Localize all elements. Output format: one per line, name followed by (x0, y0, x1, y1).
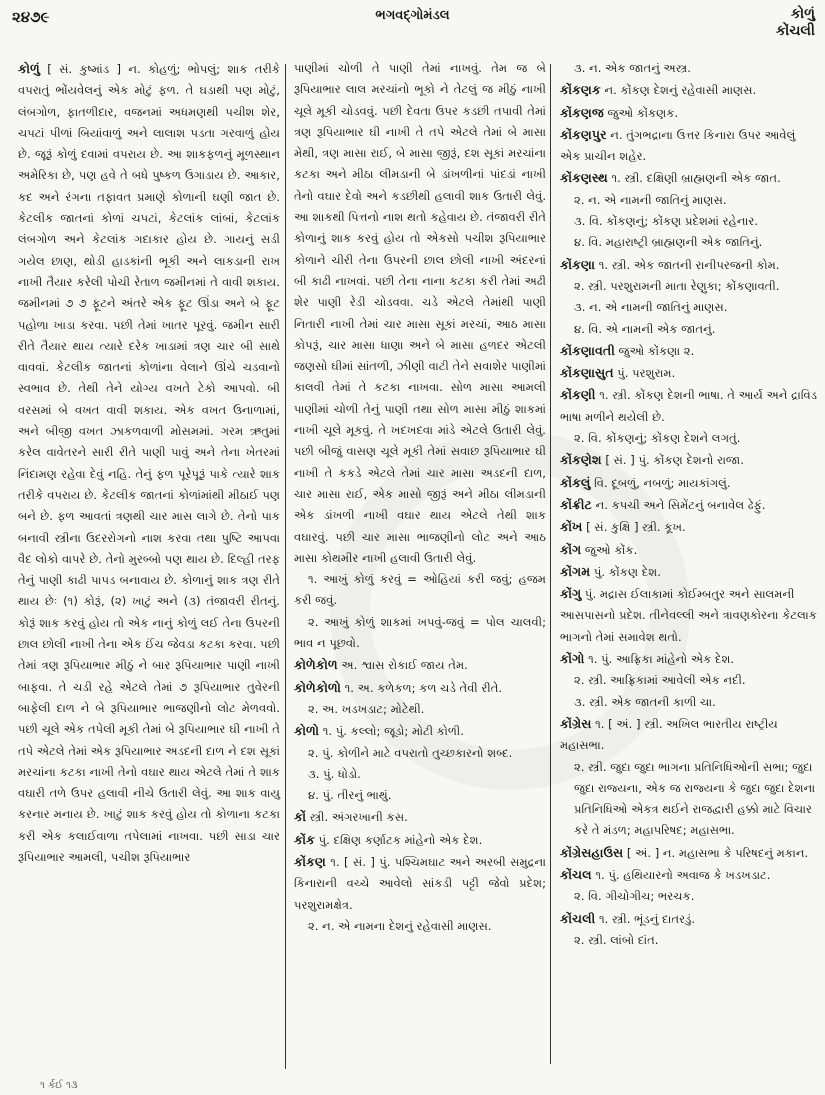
guide-word-first: કોળું (790, 6, 815, 22)
dictionary-entry (294, 829, 546, 851)
sense: ૨. સ્ત્રી. લાંબો દાંત. (574, 932, 659, 947)
dictionary-entry (560, 516, 818, 538)
page-number: ૨૪૭૯ (12, 8, 50, 26)
sense: ૨. વિ. કોંકણનું; કોંકણ દેશને લગતું. (574, 431, 741, 446)
sense: ૩. સ્ત્રી. એક જાતની કાળી ચા. (574, 694, 716, 709)
definition: [ સં. ] પું. કોંકણ દેશનો રાજા. (605, 453, 744, 468)
definition: અ. શ્વાસ રોકાઈ જાય તેમ. (341, 658, 468, 673)
definition: ન. કોંકણ દેશનું રહેવાસી માણસ. (604, 83, 757, 98)
headword: કોંકણાસુત (560, 365, 614, 381)
headword: કોંકણજ (560, 104, 604, 120)
dictionary-entry (560, 908, 818, 952)
dictionary-entry (560, 583, 818, 648)
idiom: ૧. આખું કોળું કરવું = ઓહિયાં કરી જવું; હજમ કરી જવું. (294, 572, 546, 608)
definition: ૧. પું. કલ્લો; જૂડો; મોટી કોળી. (322, 724, 464, 739)
guide-word-last: કોંચલી (775, 23, 815, 39)
definition: ૧. અ. કળેકળ; કળ ચડે તેવી રીતે. (344, 680, 503, 695)
definition: [ સં. કુક્ષિ ] સ્ત્રી. કૂખ. (586, 520, 686, 535)
definition: વિ. દૂબળું, નબળું; માયકાંગલું. (594, 475, 731, 490)
headword: કોંકણાવતી (560, 342, 615, 358)
headword: કોંગ્રેસ (560, 715, 592, 731)
sense: ૨. ન. એ નામના દેશનું રહેવાસી માણસ. (308, 918, 492, 933)
definition: પું. મદ્રાસ ઈલાકામાં કોઈમ્બતુર અને સાલમની આસપાસનો પ્રદેશ. તીનેવલ્લી અને ત્રાવણકોરના કેટલાક ભાગનો તેમાં સમાવેશ થતો. (560, 587, 817, 644)
sense: ૨. ન. એ નામની જાતિનું માણસ. (574, 192, 727, 207)
headword: કોંકલું (560, 474, 591, 490)
sense: ૩. ન. એ નામની જાતિનું માણસ. (574, 300, 728, 315)
dictionary-entry (560, 561, 818, 583)
headword: કોંગુ (560, 586, 582, 602)
definition: જુઓ કોંકણક. (607, 105, 679, 120)
headword: કોંકણી (560, 387, 596, 403)
definition: [ અં. ] ન. મહાસભા કે પરિષદનું મકાન. (626, 845, 809, 860)
headword: કોંક (294, 831, 315, 847)
headword: કોંકણા (560, 256, 595, 272)
sense: ૩. વિ. કોંકણનું; કોંકણ પ્રદેશમાં રહેનાર. (574, 214, 759, 229)
dictionary-entry (294, 677, 546, 721)
sense: ૨. સ્ત્રી. આફ્રિકામાં આવેલી એક નદી. (574, 673, 746, 688)
dictionary-entry (294, 654, 546, 676)
definition: જુઓ કોંકણા ૨. (618, 343, 695, 358)
headword: કોંગમ (560, 563, 591, 579)
dictionary-entry (560, 449, 818, 471)
sense: ૩. ન. એક જાતનું અસ્ત્ર. (574, 61, 691, 75)
dictionary-entry (560, 362, 818, 384)
definition: પું. કોંકણ દેશ. (593, 564, 661, 579)
page-footer: ૧ ર્કઈ ૧૩ (40, 1080, 78, 1091)
dictionary-entry (560, 124, 818, 168)
headword: કોંકણપુર (560, 126, 607, 142)
headword: કોંકણ (294, 853, 326, 869)
headword: કોંખ (560, 519, 583, 535)
dictionary-entry (294, 806, 546, 828)
headword: કોળો (294, 723, 320, 739)
definition: ૧. સ્ત્રી. એક જાતની રાનીપરજની કોમ. (598, 257, 780, 272)
definition: ૧. સ્ત્રી. ભૂંડનું દાતરડું. (598, 911, 696, 926)
headword: કોંગો (560, 651, 585, 667)
dictionary-columns (0, 58, 825, 1078)
definition: ૧. પું. હથિયારનો અવાજ કે ખડખડાટ. (595, 867, 771, 882)
sense: ૨. અ. ખડખડાટ; મોટેથી. (308, 701, 425, 716)
guide-words (776, 6, 815, 40)
headword: કોંક્રીટ (560, 496, 592, 512)
dictionary-entry (560, 472, 818, 494)
headword: કોંકણેશ (560, 452, 602, 468)
headword: કોળેકોળો (294, 679, 341, 695)
dictionary-entry (560, 340, 818, 362)
headword: કોળું (18, 61, 40, 76)
definition: ન. કપચી અને સિમેંટનું બનાવેલ ઢેફું. (595, 497, 766, 512)
sense: ૪. પું. તીરનું ભાથું. (308, 788, 392, 803)
definition: ૧. [ સં. ] પું. પશ્ચિમઘાટ અને અરબી સમુદ્રના કિનારાની વચ્ચે આવેલો સાંકડી પટ્ટી જેવો પ્રદેશ; પરશુરામક્ષેત્ર. (294, 854, 547, 912)
dictionary-entry (560, 648, 818, 713)
headword: કોળેકોળ (294, 657, 338, 673)
dictionary-entry (294, 720, 546, 806)
sense: ૨. પું. કોળીને માટે વપરાતો તુચ્છકારનો શબ્દ. (308, 745, 513, 760)
headword: કોંગ (560, 541, 582, 557)
headword: કોંચલ (560, 866, 592, 882)
column-divider (550, 64, 551, 1064)
definition: ૧. પું. આફ્રિકા માંહેનો એક દેશ. (588, 652, 735, 667)
definition: સ્ત્રી. અંગરખાની કસ. (309, 810, 408, 825)
definition: ન. તુંગભદ્રાના ઉત્તર કિનારા ઉપર આવેલું એક પ્રાચીન શહેર. (560, 127, 796, 164)
dictionary-entry (560, 79, 818, 101)
dictionary-entry (560, 167, 818, 253)
dictionary-entry (560, 384, 818, 449)
definition: ૧. સ્ત્રી. કોંકણ દેશની ભાષા. તે આર્ય અને દ્રાવિડ ભાષા મળીને થયેલી છે. (560, 388, 818, 424)
dictionary-entry (294, 851, 546, 937)
dictionary-entry (18, 58, 280, 868)
sense: ૨. વિ. ગીચોગીચ; ભરચક. (574, 889, 695, 904)
dictionary-entry (560, 102, 818, 124)
column-1 (18, 58, 280, 868)
definition: પું. પરશુરામ. (617, 366, 676, 381)
sense: ૪. વિ. મહારાષ્ટ્રી બ્રાહ્મણની એક જાતિનું. (574, 235, 763, 250)
dictionary-entry (560, 254, 818, 340)
sense: ૩. પું. ધોડો. (308, 766, 361, 781)
sense: ૪. વિ. એ નામની એક જાતનું. (574, 321, 716, 336)
definition: ૧. [ અં. ] સ્ત્રી. અખિલ ભારતીય રાષ્ટ્રીય મહાસભા. (560, 716, 778, 753)
definition: [ સં. કુષ્માંડ ] ન. કોહળું; ભોપલું; શાક તરીકે વપરાતું ભોંયવેલનું એક મોટું ફળ. તે ઘડાથી પણ મોટું, લંબગોળ, ફાતળીદાર, વજનમાં અધમણથી પચીશ શેર, ચપટાં પીળાં બિયાંવાળું અને લાલાશ પડતા ગરવાળું હોય છે. જૂરૂં કોળું દવામાં વપરાય છે. આ શાકફળનું મૂળસ્થાન અમેરિકા છે, પણ હવે તે બધે પુષ્કળ ઉગાડાય છે. આકાર, કદ અને રંગના તફાવત પ્રમાણે કોળાની ઘણી જાત છે. કેટલીક જાતનાં કોળાં ચપટાં, કેટલાંક લાંબાં, કેટલાંક લંબગોળ અને કેટલાંક ગદાકાર હોય છે. ગાયનું સડી ગયેલ છાણ, થોડી હાડકાંની ભૂકી અને લાકડાની રાખ નાખી તૈયાર કરેલી પોચી રેતાળ જમીનમાં તે વાવી શકાય. જમીનમાં ૭ ૭ ફૂટને અંતરે એક ફૂટ ઊંડા અને બે ફૂટ પહોળા ખાડા કરવા. પછી તેમાં ખાતર પૂરવું. જમીન સારી રીતે તૈયાર થાય ત્યારે દરેક ખાડામાં ત્રણ ચાર બી સાથે વાવવાં. કેટલીક જાતનાં કોળાંના વેલાને ઊંચે ચડવાનો સ્વભાવ છે. તેથી તેને યોગ્ય વખતે ટેકો આપવો. બી વરસમાં બે વખત વાવી શકાય. એક વખત ઉનાળામાં, અને બીજી વખત ઝાકળવાળી મોસમમાં. ગરમ ઋતુમાં કરેલ વાવેતરને સારી રીતે પાણી પાવું અને તેના ખેતરમાં નિંદામણ રહેવા દેવું નહિ. તેનું ફળ પૂરેપૂરૂં પાકે ત્યારે શાક તરીકે વપરાય છે. કેટલીક જાતનાં કોળાંમાંથી મીઠાઈ પણ બને છે. ફળ આવતાં ત્રણથી ચાર માસ લાગે છે. તેનો પાક બનાવી સ્ત્રીના ઉદરરોગનો નાશ કરવા તથા પુષ્ટિ આપવા વૈદ લોકો વાપરે છે. તેનો મુરબ્બો પણ થાય છે. દિલ્હી તરફ તેનું પાણી કાઢી પાપડ બનાવાય છે. કોળાનું શાક ત્રણ રીતે થાય છેઃ (૧) કોરૂં, (૨) ખાટું અને (૩) તંજાવરી રીતનું. કોરૂં શાક કરવું હોય તો એક નાનું કોળું લઈ તેના ઉપરની છાલ છોલી નાખી તેના એક ઈંચ જેવડા કટકા કરવા. પછી તેમાં ત્રણ રૂપિયાભાર મીઠું ને બાર રૂપિયાભાર પાણી નાખી બાફવા. તે ચડી રહે એટલે તેમાં ૭ રૂપિયાભાર તુવેરની બાફેલી દાળ ને બે રૂપિયાભાર ભાજણીનો લોટ મેળવવો. પછી ચૂલે એક તપેલી મૂકી તેમાં બે રૂપિયાભાર ઘી નાખી તે તપે એટલે તેમાં એક રૂપિયાભાર અડદની દાળ ને દશ સૂકાં મરચાંના કટકા નાખી તેનો વઘાર થાય એટલે તેમાં તે શાક વઘારી તળે ઉપર હલાવી નીચે ઉતારી લેવું. આ શાક વાયુ કરનાર મનાય છે. ખાટું શાક કરવું હોય તો કોળાના કટકા કરી એક કલાઈવાળા તપેલામાં નાખવા. પછી સાડા ચાર રૂપિયાભાર આમલી, પચીશ રૂપિયાભાર (18, 62, 280, 864)
dictionary-entry (560, 842, 818, 864)
headword: કોંગ્રેસહાઉસ (560, 844, 624, 860)
running-title: ભગવદ્ગોમંડલ (375, 8, 450, 23)
sense: ૨. સ્ત્રી. જુદા જુદા ભાગના પ્રતિનિધિઓની સભા; જુદા જુદા રાજ્યના, એક જ રાજ્યના કે જુદા જુદા દેશના પ્રતિનિધિઓ એકત્ર થઈને રાજદ્વારી હક્કો માટે વિચાર કરે તે મંડળ; મહાપરિષદ; મહાસભા. (574, 759, 816, 838)
headword: કોંચલી (560, 910, 596, 926)
column-divider (285, 64, 286, 1069)
column-3 (560, 58, 818, 951)
idiom: ૨. આખું કોળું શાકમાં ખપવું-જવું = પોલ ચાલવી; ભાવ ન પૂછવો. (294, 614, 546, 651)
dictionary-entry (560, 494, 818, 516)
dictionary-entry (560, 713, 818, 842)
headword: કોં (294, 809, 307, 825)
definition: જુઓ કોંક. (584, 542, 638, 557)
sense: ૨. સ્ત્રી. પરશુરામની માતા રેણુકા; કોંકણાવતી. (574, 278, 780, 293)
entry-continuation: પાણીમાં ચોળી તે પાણી તેમાં નાખવું. તેમ જ બે રૂપિયાભાર લાલ મરચાંનો ભૂકો ને તેટલું જ મીઠું નાખી ચૂલે મૂકી ચોડવવું. પછી દેવતા ઉપર કડછી તપાવી તેમાં ત્રણ રૂપિયાભાર ઘી નાખી તે તપે એટલે તેમાં બે માસા મેથી, ત્રણ માસા રાઈ, બે માસા જીરૂં, દશ સૂકાં મરચાંના કટકા અને મીઠા લીમડાની બે ડાંખળીનાં પાંદડાં નાખી તેનો વઘાર દેવો અને કડછીથી હલાવી શાક ઉતારી લેવું. આ શાકથી પિત્તનો નાશ થતો કહેવાય છે. તંજાવરી રીતે કોળાનું શાક કરવું હોય તો એકસો પચીશ રૂપિયાભાર કોળાને ચીરી તેના ઉપરની છાલ છોલી નાખી અંદરનાં બી કાઢી નાખવાં. પછી તેના નાના કટકા કરી તેમાં અઢી શેર પાણી રેડી ચોડવવા. ચડે એટલે તેમાંથી પાણી નિતારી નાખી તેમાં ચાર માસા સૂકાં મરચાં, આઠ માસા કોપરૂં, ચાર માસા ધાણા અને બે માસા હળદર એટલી જણસો ઘીમાં સાંતળી, ઝીણી વાટી તેને સવાશેર પાણીમાં કાલવી તેમાં તે કટકા નાખવા. સોળ માસા આમલી પાણીમાં ચોળી તેનું પાણી તથા સોળ માસા મીઠું શાકમાં નાખી ચૂલે મૂકવું. તે ખદખદવા માંડે એટલે ઉતારી લેવું. પછી બીજું વાસણ ચૂલે મૂકી તેમાં સવાછ રૂપિયાભાર ઘી નાખી તે કકડે એટલે તેમાં ચાર માસા અડદની દાળ, ચાર માસા રાઈ, એક માસો જીરૂં અને મીઠા લીમડાની એક ડાંખળી નાખી વઘાર થાય એટલે તેથી શાક વઘારવું. પછી ચાર માસા ભાજણીનો લોટ અને આઠ માસા કોથમીર નાખી હલાવી ઉતારી લેવું. (294, 61, 546, 565)
definition: પું. દક્ષિણ કર્ણાટક માંહેનો એક દેશ. (318, 832, 483, 847)
definition: ૧. સ્ત્રી. દક્ષિણી બ્રાહ્મણની એક જાત. (611, 171, 781, 186)
page-header (0, 0, 825, 58)
headword: કોંકણસ્થ (560, 170, 608, 186)
dictionary-entry (560, 539, 818, 561)
column-2 (294, 58, 546, 937)
dictionary-entry (560, 864, 818, 908)
headword: કોંકણક (560, 82, 601, 98)
